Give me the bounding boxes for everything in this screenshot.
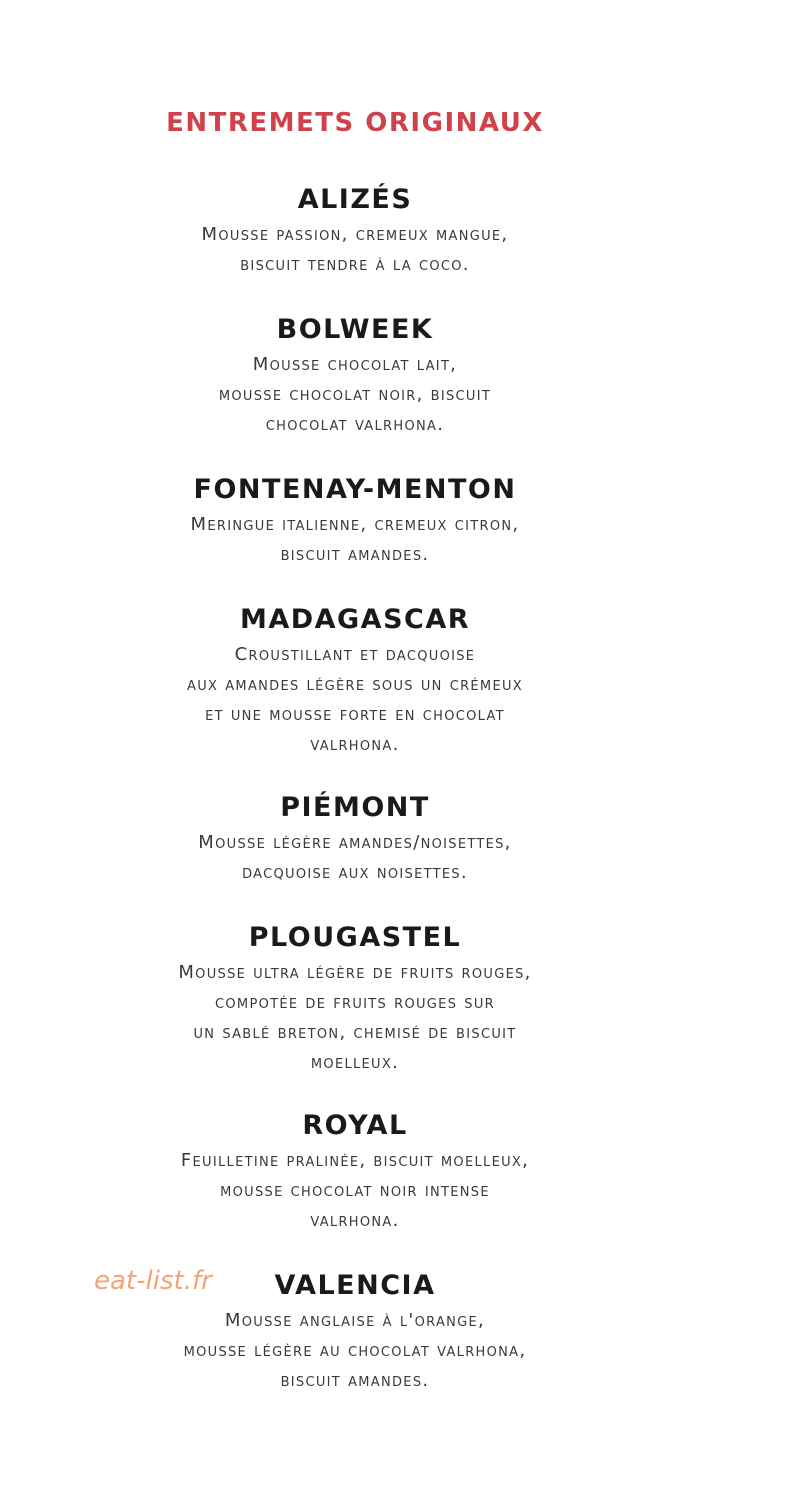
item-name: VALENCIA	[274, 1270, 436, 1301]
menu-item-bolweek	[0, 314, 710, 440]
menu-item-alizes	[0, 184, 710, 280]
menu-item-fontenay-menton	[0, 474, 710, 570]
item-description: Mousse anglaise à l'orange, mousse légère au chocolat valrhona, biscuit amandes.	[183, 1310, 527, 1391]
item-description: Mousse ultra légère de fruits rouges, compotée de fruits rouges sur un sablé breton, chemisé de biscuit moelleux.	[178, 962, 532, 1073]
item-name: FONTENAY-MENTON	[193, 474, 517, 505]
item-name: PLOUGASTEL	[248, 922, 462, 953]
item-description: Croustillant et dacquoise aux amandes légère sous un crémeux et une mousse forte en chocolat valrhona.	[187, 644, 523, 755]
item-description: Mousse chocolat lait, mousse chocolat noir, biscuit chocolat valrhona.	[218, 354, 492, 435]
item-name: PIÉMONT	[280, 792, 430, 823]
watermark: eat-list.fr	[94, 1266, 212, 1296]
menu-item-madagascar	[0, 604, 710, 760]
item-description: Mousse passion, cremeux mangue, biscuit tendre à la coco.	[201, 224, 509, 275]
item-name: MADAGASCAR	[239, 604, 471, 635]
menu-item-royal	[0, 1110, 710, 1236]
item-description: Mousse légère amandes/noisettes, dacquoise aux noisettes.	[198, 832, 512, 883]
menu-item-piemont	[0, 792, 710, 888]
item-name: BOLWEEK	[276, 314, 434, 345]
item-description: Feuilletine pralinée, biscuit moelleux, mousse chocolat noir intense valrhona.	[180, 1150, 530, 1231]
section-title: ENTREMETS ORIGINAUX	[166, 108, 544, 138]
item-name: ROYAL	[302, 1110, 408, 1141]
item-description: Meringue italienne, cremeux citron, biscuit amandes.	[190, 514, 520, 565]
item-name: ALIZÉS	[297, 184, 413, 215]
menu-item-plougastel	[0, 922, 710, 1078]
